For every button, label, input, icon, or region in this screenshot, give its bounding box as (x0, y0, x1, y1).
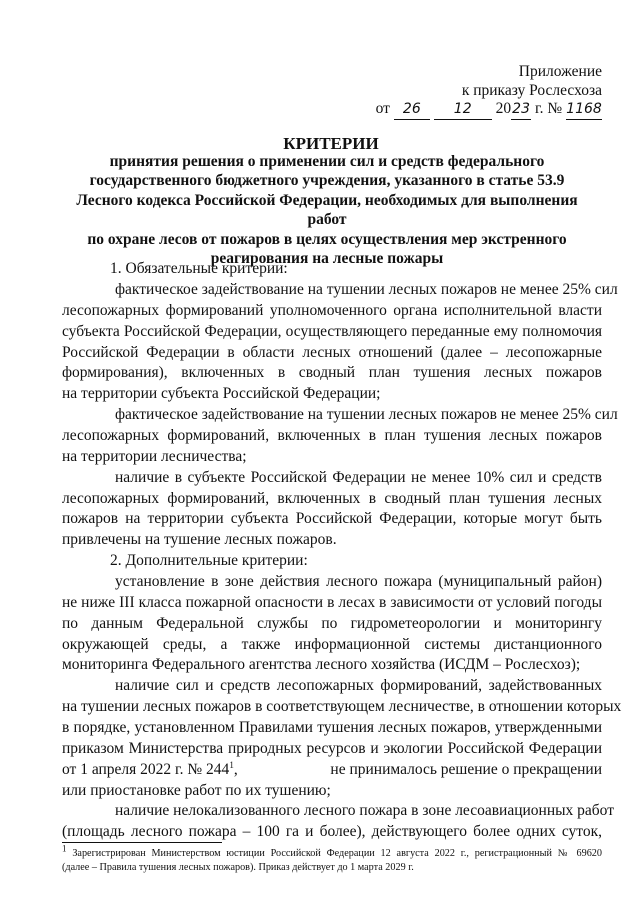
body-line: мониторинга Федерального агентства лесного хозяйства (ИСДМ – Рослесхоз); (62, 656, 581, 673)
body-line-continuation: не принималось решение о прекращении (330, 761, 602, 778)
body-line: окружающей среды, а также информационной системы дистанционного (62, 636, 602, 653)
footnote-marker: 1 (62, 843, 67, 854)
date-prefix: от (375, 100, 390, 117)
handwritten-number: 1168 (566, 99, 602, 120)
body-line: в порядке, установленном Правилами тушения лесных пожаров, утвержденными (62, 719, 602, 736)
body-line: наличие нелокализованного лесного пожара в зоне лесоавиационных работ (115, 802, 615, 819)
body-line: пожаров на территории субъекта Российской Федерации, которые могут быть (62, 510, 602, 527)
section-heading-additional: 2. Дополнительные критерии: (110, 552, 308, 569)
handwritten-year: 23 (511, 99, 531, 120)
body-line: наличие сил и средств лесопожарных формирований, задействованных (115, 677, 602, 694)
decree-reference: от 1 апреля 2022 г. № $244^1$, (62, 759, 238, 778)
body-line: установление в зоне действия лесного пожара (муниципальный район) (115, 573, 602, 590)
subtitle-line: принятия решения о применении сил и средств федерального (109, 153, 545, 170)
body-line: на тушении лесных пожаров в соответствующем лесничестве, в отношении которых (62, 698, 622, 715)
body-line: по данным Федеральной службы по гидрометеорологии и мониторингу (62, 615, 602, 632)
number-label: г. № (534, 100, 563, 117)
body-line: фактическое задействование на тушении лесных пожаров не менее 25% сил (115, 281, 618, 298)
body-line: не ниже III класса пожарной опасности в лесах в зависимости от условий погоды (62, 594, 602, 611)
body-line: на территории лесничества; (62, 448, 247, 465)
footnote-reference: 1 (229, 759, 234, 770)
section-heading-mandatory: 1. Обязательные критерии: (110, 260, 288, 277)
body-line: Российской Федерации в области лесных отношений (далее – лесопожарные (62, 344, 602, 361)
subtitle-line: реагирования на лесные пожары (210, 250, 444, 268)
body-line: лесопожарных формирований, включенных в сводный план тушения лесных (62, 490, 602, 507)
appendix-label: Приложение (518, 63, 602, 80)
body-line: лесопожарных формирований, включенных в план тушения лесных пожаров (62, 427, 602, 444)
subtitle-line: Лесного кодекса Российской Федерации, необходимых для выполнения работ (76, 191, 578, 229)
subtitle-line: по охране лесов от пожаров в целях осуществления мер экстренного (87, 230, 567, 248)
footnote-separator (62, 842, 222, 843)
body-line: наличие в субъекте Российской Федерации не менее 10% сил и средств (115, 469, 602, 486)
footnote-line: $^1$ Зарегистрирован Министерством юстиции Российской Федерации 12 августа 2022 г., регистрационный № 69620 (62, 843, 602, 859)
handwritten-month: 12 (434, 99, 492, 120)
order-date-number (376, 99, 602, 120)
body-line: (площадь лесного пожара – 100 га и более), действующего более одних суток, (62, 823, 602, 840)
body-line: или приостановке работ по их тушению; (62, 782, 331, 799)
body-line: формирования), включенных в сводный план тушения лесных пожаров (62, 364, 602, 381)
body-line: приказом Министерства природных ресурсов и экологии Российской Федерации (62, 740, 602, 757)
subtitle-line: государственного бюджетного учреждения, указанного в статье 53.9 (89, 172, 565, 190)
order-reference: к приказу Рослесхоза (461, 82, 602, 99)
year-prefix: 20 (495, 100, 512, 117)
document-title: КРИТЕРИИ (283, 134, 379, 153)
body-line-with-footnote (62, 761, 602, 779)
footnote-line: (далее – Правила тушения лесных пожаров). Приказ действует до 1 марта 2029 г. (62, 862, 414, 873)
document-subtitle (62, 152, 592, 268)
body-line: фактическое задействование на тушении лесных пожаров не менее 25% сил (115, 406, 618, 423)
handwritten-day: 26 (394, 99, 430, 120)
body-line: привлечены на тушение лесных пожаров. (62, 531, 337, 548)
body-line: субъекта Российской Федерации, осуществляющего переданные ему полномочия (62, 323, 602, 340)
body-line: на территории субъекта Российской Федерации; (62, 385, 381, 402)
body-line: лесопожарных формирований уполномоченного органа исполнительной власти (62, 302, 602, 319)
